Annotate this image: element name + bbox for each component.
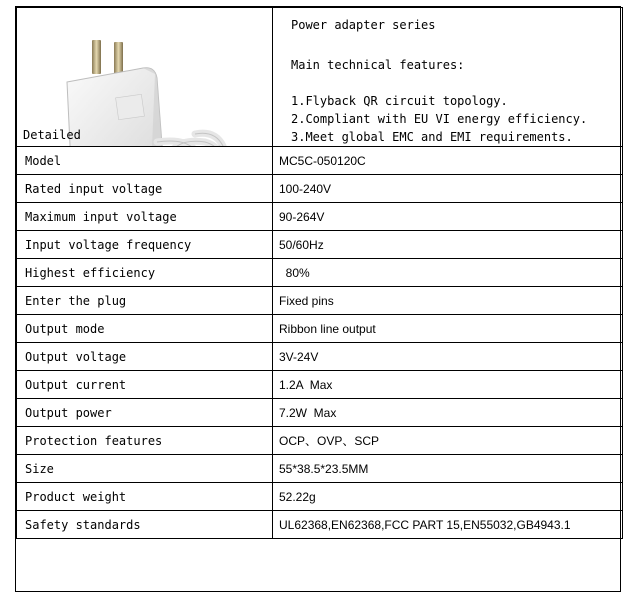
spec-label: Model [17, 147, 273, 175]
spec-value: MC5C-050120C [273, 147, 623, 175]
spec-row [17, 427, 623, 455]
spec-label: Rated input voltage [17, 175, 273, 203]
spec-row [17, 455, 623, 483]
spec-label: Highest efficiency [17, 259, 273, 287]
spec-row [17, 399, 623, 427]
feature-item: 2.Compliant with EU VI energy efficiency. [291, 112, 588, 126]
spec-label: Safety standards [17, 511, 273, 539]
spec-value: 100-240V [273, 175, 623, 203]
spec-row [17, 371, 623, 399]
spec-row [17, 511, 623, 539]
spec-value: 7.2W Max [273, 399, 623, 427]
spec-label: Output mode [17, 315, 273, 343]
features-title: Main technical features: [291, 58, 465, 72]
features-list [291, 92, 622, 146]
spec-value: 55*38.5*23.5MM [273, 455, 623, 483]
spec-label: Output power [17, 399, 273, 427]
spec-label: Protection features [17, 427, 273, 455]
header-row [17, 8, 623, 147]
spec-value: Fixed pins [273, 287, 623, 315]
spec-row [17, 259, 623, 287]
spec-value: OCP、OVP、SCP [273, 427, 623, 455]
feature-item: 3.Meet global EMC and EMI requirements. [291, 130, 573, 144]
spec-label: Enter the plug [17, 287, 273, 315]
spec-row [17, 203, 623, 231]
spec-label: Size [17, 455, 273, 483]
spec-value: 50/60Hz [273, 231, 623, 259]
spec-label: Product weight [17, 483, 273, 511]
spec-label: Output voltage [17, 343, 273, 371]
spec-value: 90-264V [273, 203, 623, 231]
spec-value: 80% [273, 259, 623, 287]
spec-value: UL62368,EN62368,FCC PART 15,EN55032,GB4943.1 [273, 511, 623, 539]
spec-row [17, 483, 623, 511]
spec-row [17, 343, 623, 371]
product-image-cell [17, 8, 273, 147]
spec-value: Ribbon line output [273, 315, 623, 343]
spec-row [17, 315, 623, 343]
image-caption: Detailed [23, 128, 81, 142]
spec-row [17, 231, 623, 259]
spec-label: Input voltage frequency [17, 231, 273, 259]
spec-label: Output current [17, 371, 273, 399]
spec-value: 3V-24V [273, 343, 623, 371]
description-cell [273, 8, 623, 147]
spec-row [17, 287, 623, 315]
spec-row [17, 147, 623, 175]
series-title: Power adapter series [291, 18, 436, 32]
spec-row [17, 175, 623, 203]
spec-value: 52.22g [273, 483, 623, 511]
feature-item: 1.Flyback QR circuit topology. [291, 94, 508, 108]
spec-label: Maximum input voltage [17, 203, 273, 231]
spec-sheet [15, 6, 621, 592]
spec-value: 1.2A Max [273, 371, 623, 399]
spec-table [16, 7, 623, 539]
